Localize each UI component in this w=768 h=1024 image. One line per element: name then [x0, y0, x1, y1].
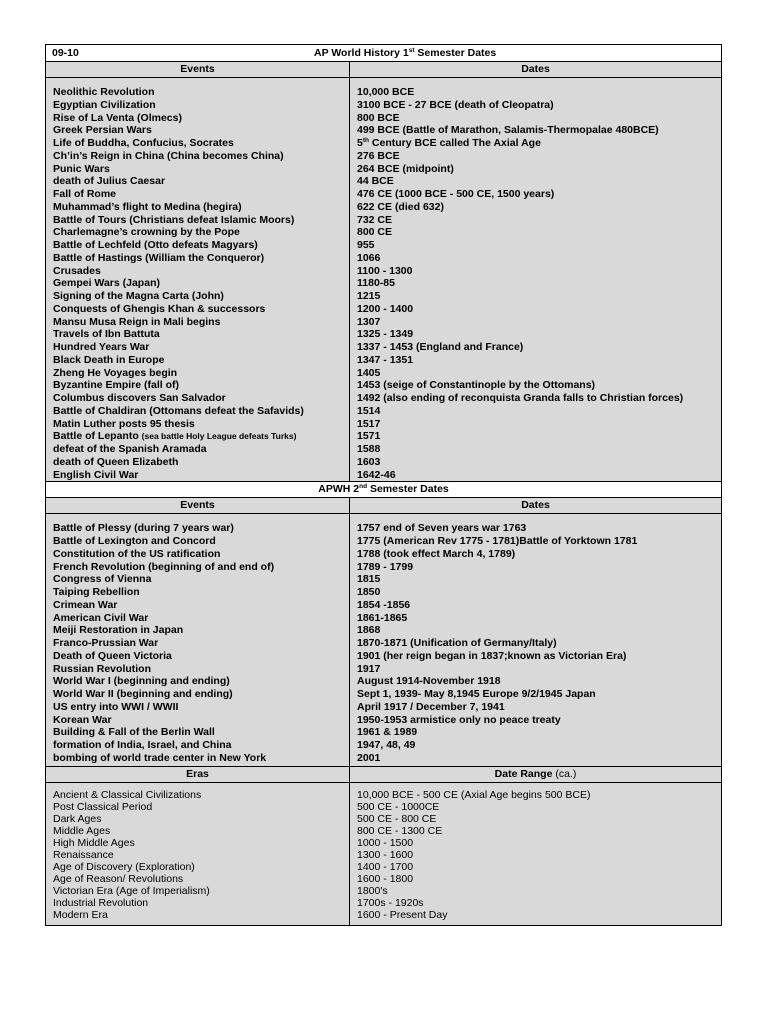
date-item: [350, 137, 721, 150]
range-text: 10,000 BCE - 500 CE (Axial Age begins 500 BCE): [357, 788, 591, 801]
date-item: [350, 86, 721, 99]
event-item: [46, 226, 349, 239]
event-item: [46, 714, 349, 727]
date-text: 10,000 BCE: [357, 86, 415, 98]
range-item: [350, 813, 721, 825]
era-item: [46, 789, 349, 801]
event-text: Russian Revolution: [53, 662, 152, 675]
date-item: [350, 392, 721, 405]
range-item: [350, 789, 721, 801]
event-text: Muhammad’s flight to Medina (hegira): [53, 200, 242, 213]
date-item: [350, 701, 721, 714]
dates-table: [45, 44, 722, 926]
event-text: Gempei Wars (Japan): [53, 277, 160, 290]
event-text: Battle of Hastings (William the Conqueror): [53, 251, 265, 264]
event-item: [46, 752, 349, 765]
date-item: [350, 99, 721, 112]
date-text: 1307: [357, 315, 381, 328]
event-item: [46, 392, 349, 405]
era-item: [46, 897, 349, 909]
date-superscript: th: [362, 137, 369, 144]
event-item: [46, 214, 349, 227]
range-text: 800 CE - 1300 CE: [357, 824, 443, 837]
era-item: [46, 801, 349, 813]
date-item: [350, 188, 721, 201]
event-item: [46, 124, 349, 137]
era-text: High Middle Ages: [53, 836, 135, 849]
date-text: 1453 (seige of Constantinople by the Ottomans): [357, 379, 596, 392]
era-item: [46, 849, 349, 861]
event-text: American Civil War: [53, 611, 149, 624]
date-text: 1775 (American Rev 1775 - 1781)Battle of Yorktown 1781: [357, 535, 638, 547]
era-item: [46, 885, 349, 897]
date-text: 1868: [357, 624, 381, 637]
event-item: [46, 239, 349, 252]
range-text: 1300 - 1600: [357, 848, 414, 861]
event-item: [46, 599, 349, 612]
date-text: 1947, 48, 49: [357, 739, 416, 751]
date-text: 476 CE (1000 BCE - 500 CE, 1500 years): [357, 188, 555, 200]
section1-events-header: Events: [46, 62, 350, 78]
event-item: [46, 612, 349, 625]
event-item: [46, 99, 349, 112]
range-item: [350, 873, 721, 885]
date-text: 1347 - 1351: [357, 353, 414, 366]
date-item: [350, 341, 721, 354]
event-item: [46, 379, 349, 392]
section1-events-list: [46, 86, 349, 481]
event-text: World War I (beginning and ending): [53, 675, 230, 688]
range-text: 500 CE - 1000CE: [357, 800, 440, 813]
event-text: Death of Queen Victoria: [53, 649, 172, 662]
event-item: [46, 548, 349, 561]
event-item: [46, 688, 349, 701]
range-text: 1600 - 1800: [357, 873, 414, 886]
date-item: [350, 469, 721, 482]
date-item: [350, 405, 721, 418]
event-item: [46, 675, 349, 688]
era-item: [46, 825, 349, 837]
date-text: 1950-1953 armistice only no peace treaty: [357, 713, 561, 726]
date-item: [350, 112, 721, 125]
date-text: 264 BCE (midpoint): [357, 162, 454, 175]
event-item: [46, 265, 349, 278]
date-item: [350, 124, 721, 137]
date-item: [350, 688, 721, 701]
event-text: Crusades: [53, 264, 101, 277]
event-item: [46, 535, 349, 548]
date-text: 1514: [357, 404, 381, 417]
event-text: Mansu Musa Reign in Mali begins: [53, 315, 221, 328]
range-text: 1400 - 1700: [357, 861, 414, 874]
date-text: August 1914-November 1918: [357, 675, 501, 688]
date-item: [350, 367, 721, 380]
event-item: [46, 252, 349, 265]
date-item: [350, 739, 721, 752]
event-text: Battle of Lepanto: [53, 430, 142, 443]
document-title: AP World History 1st Semester Dates: [314, 47, 497, 59]
section3-header-row: [46, 766, 722, 782]
date-item: [350, 675, 721, 688]
era-text: Age of Reason/ Revolutions: [53, 873, 184, 886]
event-item: [46, 112, 349, 125]
date-item: [350, 624, 721, 637]
date-text: 800 CE: [357, 226, 393, 239]
event-text: Battle of Tours (Christians defeat Islamic Moors): [53, 213, 295, 226]
event-text: US entry into WWI / WWII: [53, 700, 179, 713]
date-text: 1788 (took effect March 4, 1789): [357, 547, 516, 560]
era-item: [46, 813, 349, 825]
date-text: 276 BCE: [357, 149, 400, 162]
event-text: Matin Luther posts 95 thesis: [53, 417, 195, 430]
event-item: [46, 650, 349, 663]
event-item: [46, 522, 349, 535]
date-item: [350, 214, 721, 227]
date-item: [350, 726, 721, 739]
date-text: 1789 - 1799: [357, 560, 414, 573]
section3-ranges-list: [350, 789, 721, 922]
date-text: April 1917 / December 7, 1941: [357, 700, 505, 713]
section2-events-header: Events: [46, 498, 350, 514]
event-text: Crimean War: [53, 598, 118, 611]
section2-events-list: [46, 522, 349, 764]
date-text: 1961 & 1989: [357, 726, 418, 739]
event-item: [46, 328, 349, 341]
date-text: Century BCE called The Axial Age: [368, 137, 541, 149]
event-item: [46, 418, 349, 431]
date-text: 1870-1871 (Unification of Germany/Italy): [357, 637, 557, 649]
era-text: Age of Discovery (Exploration): [53, 861, 195, 874]
date-text: 499 BCE (Battle of Marathon, Salamis-Thermopalae 480BCE): [357, 124, 659, 137]
date-item: [350, 561, 721, 574]
date-text: 1757 end of Seven years war 1763: [357, 522, 527, 535]
event-item: [46, 726, 349, 739]
era-text: Modern Era: [53, 909, 108, 922]
date-item: [350, 637, 721, 650]
era-text: Post Classical Period: [53, 800, 153, 813]
date-item: [350, 239, 721, 252]
era-item: [46, 873, 349, 885]
event-item: [46, 637, 349, 650]
date-text: 1642-46: [357, 468, 396, 481]
event-text: Punic Wars: [53, 162, 110, 175]
date-item: [350, 599, 721, 612]
date-text: 1100 - 1300: [357, 264, 413, 277]
event-text: Battle of Lechfeld (Otto defeats Magyars): [53, 239, 258, 251]
date-text: 44 BCE: [357, 175, 394, 188]
date-text: 1066: [357, 251, 381, 264]
event-text: Ch’in’s Reign in China (China becomes China): [53, 149, 284, 162]
range-item: [350, 837, 721, 849]
section2-dates-header: Dates: [350, 498, 722, 514]
date-text: 1815: [357, 573, 381, 586]
section2-title: APWH 2nd Semester Dates: [46, 482, 722, 498]
date-text: 3100 BCE - 27 BCE (death of Cleopatra): [357, 98, 554, 111]
date-item: [350, 303, 721, 316]
range-text: 1000 - 1500: [357, 836, 414, 849]
date-item: [350, 443, 721, 456]
date-item: [350, 522, 721, 535]
date-text: 1492 (also ending of reconquista Granda falls to Christian forces): [357, 392, 684, 404]
era-text: Victorian Era (Age of Imperialism): [53, 885, 210, 898]
event-item: [46, 561, 349, 574]
event-item: [46, 316, 349, 329]
date-item: [350, 201, 721, 214]
event-item: [46, 624, 349, 637]
event-item: [46, 277, 349, 290]
era-text: Dark Ages: [53, 812, 102, 825]
date-item: [350, 418, 721, 431]
event-text: French Revolution (beginning of and end of): [53, 560, 275, 573]
event-text: Byzantine Empire (fall of): [53, 379, 180, 392]
section2-dates-list: [350, 522, 721, 764]
date-text: 1854 -1856: [357, 598, 411, 611]
event-item: [46, 663, 349, 676]
era-item: [46, 861, 349, 873]
event-text: Battle of Lexington and Concord: [53, 535, 216, 547]
date-text: 1917: [357, 662, 381, 675]
section3-eras-list: [46, 789, 349, 922]
event-item: [46, 469, 349, 482]
event-text: Rise of La Venta (Olmecs): [53, 111, 182, 124]
event-item: [46, 701, 349, 714]
section3-body: [46, 782, 722, 925]
section3-range-header: Date Range (ca.): [350, 766, 722, 782]
range-item: [350, 825, 721, 837]
event-text: English Civil War: [53, 468, 139, 481]
date-item: [350, 290, 721, 303]
event-text: World War II (beginning and ending): [53, 688, 233, 700]
event-text: Fall of Rome: [53, 188, 117, 200]
event-item: [46, 150, 349, 163]
event-item: [46, 573, 349, 586]
event-item: [46, 354, 349, 367]
era-text: Middle Ages: [53, 824, 111, 837]
date-text: 1571: [357, 430, 381, 443]
range-item: [350, 885, 721, 897]
event-text: Columbus discovers San Salvador: [53, 392, 226, 404]
document-title-row: [46, 45, 722, 62]
date-text: 1901 (her reign began in 1837;known as Victorian Era): [357, 649, 627, 662]
date-item: [350, 548, 721, 561]
date-text: 2001: [357, 751, 381, 764]
range-text: 1700s - 1920s: [357, 897, 424, 910]
event-item: [46, 430, 349, 443]
event-text: Congress of Vienna: [53, 573, 152, 586]
era-text: Ancient & Classical Civilizations: [53, 788, 202, 801]
event-text: Black Death in Europe: [53, 353, 165, 366]
date-prefix: 5: [357, 137, 363, 149]
event-item: [46, 367, 349, 380]
event-text: Zheng He Voyages begin: [53, 366, 178, 379]
range-text: 1600 - Present Day: [357, 909, 448, 922]
event-text: Battle of Plessy (during 7 years war): [53, 522, 234, 535]
date-text: 1850: [357, 586, 381, 598]
date-item: [350, 430, 721, 443]
event-item: [46, 175, 349, 188]
event-text: defeat of the Spanish Aramada: [53, 443, 207, 455]
range-item: [350, 909, 721, 921]
date-text: 955: [357, 239, 375, 251]
date-text: 622 CE (died 632): [357, 200, 444, 213]
event-text: death of Queen Elizabeth: [53, 455, 179, 468]
date-text: 1861-1865: [357, 611, 408, 624]
era-item: [46, 909, 349, 921]
event-item: [46, 86, 349, 99]
date-text: 1603: [357, 455, 381, 468]
date-text: 1405: [357, 366, 381, 379]
date-item: [350, 714, 721, 727]
event-item: [46, 137, 349, 150]
event-item: [46, 303, 349, 316]
date-item: [350, 163, 721, 176]
date-text: 1325 - 1349: [357, 328, 414, 341]
event-text: Travels of Ibn Battuta: [53, 328, 160, 341]
range-item: [350, 849, 721, 861]
event-text: Charlemagne’s crowning by the Pope: [53, 226, 240, 239]
event-text: formation of India, Israel, and China: [53, 739, 232, 751]
date-item: [350, 586, 721, 599]
event-text: Egyptian Civilization: [53, 98, 156, 111]
section2-header-row: [46, 498, 722, 514]
event-note: (sea battle Holy League defeats Turks): [141, 431, 297, 442]
date-item: [350, 650, 721, 663]
date-item: [350, 277, 721, 290]
section1-body: [46, 78, 722, 482]
date-item: [350, 316, 721, 329]
section1-dates-header: Dates: [350, 62, 722, 78]
date-item: [350, 612, 721, 625]
event-text: Franco-Prussian War: [53, 637, 159, 649]
era-text: Industrial Revolution: [53, 897, 149, 910]
section3-eras-header: Eras: [46, 766, 350, 782]
event-text: Signing of the Magna Carta (John): [53, 290, 224, 302]
date-text: Sept 1, 1939- May 8,1945 Europe 9/2/1945 Japan: [357, 688, 596, 700]
section2-title-row: [46, 482, 722, 498]
range-item: [350, 801, 721, 813]
section1-header-row: [46, 62, 722, 78]
event-item: [46, 188, 349, 201]
school-year: 09-10: [52, 47, 79, 59]
range-text: 500 CE - 800 CE: [357, 812, 437, 825]
event-text: Greek Persian Wars: [53, 124, 152, 137]
event-item: [46, 290, 349, 303]
date-item: [350, 354, 721, 367]
date-item: [350, 573, 721, 586]
date-item: [350, 752, 721, 765]
event-text: bombing of world trade center in New York: [53, 751, 267, 764]
event-text: Conquests of Ghengis Khan & successors: [53, 302, 266, 315]
range-text: 1800's: [357, 885, 388, 898]
date-item: [350, 150, 721, 163]
date-text: 1200 - 1400: [357, 302, 414, 315]
date-text: 1180-85: [357, 277, 395, 290]
event-item: [46, 163, 349, 176]
event-text: Taiping Rebellion: [53, 586, 140, 598]
era-text: Renaissance: [53, 848, 114, 861]
section1-dates-list: [350, 86, 721, 481]
event-item: [46, 341, 349, 354]
date-item: [350, 379, 721, 392]
event-text: Building & Fall of the Berlin Wall: [53, 726, 215, 739]
event-item: [46, 739, 349, 752]
date-text: 1337 - 1453 (England and France): [357, 341, 524, 353]
date-item: [350, 265, 721, 278]
event-text: Constitution of the US ratification: [53, 547, 221, 560]
date-item: [350, 175, 721, 188]
range-item: [350, 897, 721, 909]
section2-body: [46, 514, 722, 766]
event-text: Life of Buddha, Confucius, Socrates: [53, 137, 234, 149]
date-item: [350, 663, 721, 676]
date-text: 800 BCE: [357, 111, 400, 124]
event-text: Neolithic Revolution: [53, 86, 155, 98]
date-item: [350, 226, 721, 239]
date-item: [350, 535, 721, 548]
event-text: Battle of Chaldiran (Ottomans defeat the Safavids): [53, 404, 304, 417]
event-item: [46, 405, 349, 418]
event-text: death of Julius Caesar: [53, 175, 166, 188]
date-item: [350, 252, 721, 265]
date-text: 1517: [357, 417, 381, 430]
event-text: Hundred Years War: [53, 341, 150, 353]
era-item: [46, 837, 349, 849]
event-item: [46, 456, 349, 469]
date-item: [350, 456, 721, 469]
dates-sheet: [45, 44, 722, 926]
date-text: 1588: [357, 443, 381, 455]
date-item: [350, 328, 721, 341]
event-text: Korean War: [53, 713, 112, 726]
event-item: [46, 443, 349, 456]
date-text: 1215: [357, 290, 381, 302]
event-item: [46, 586, 349, 599]
event-text: Meiji Restoration in Japan: [53, 624, 184, 637]
event-item: [46, 201, 349, 214]
range-item: [350, 861, 721, 873]
date-text: 732 CE: [357, 213, 393, 226]
